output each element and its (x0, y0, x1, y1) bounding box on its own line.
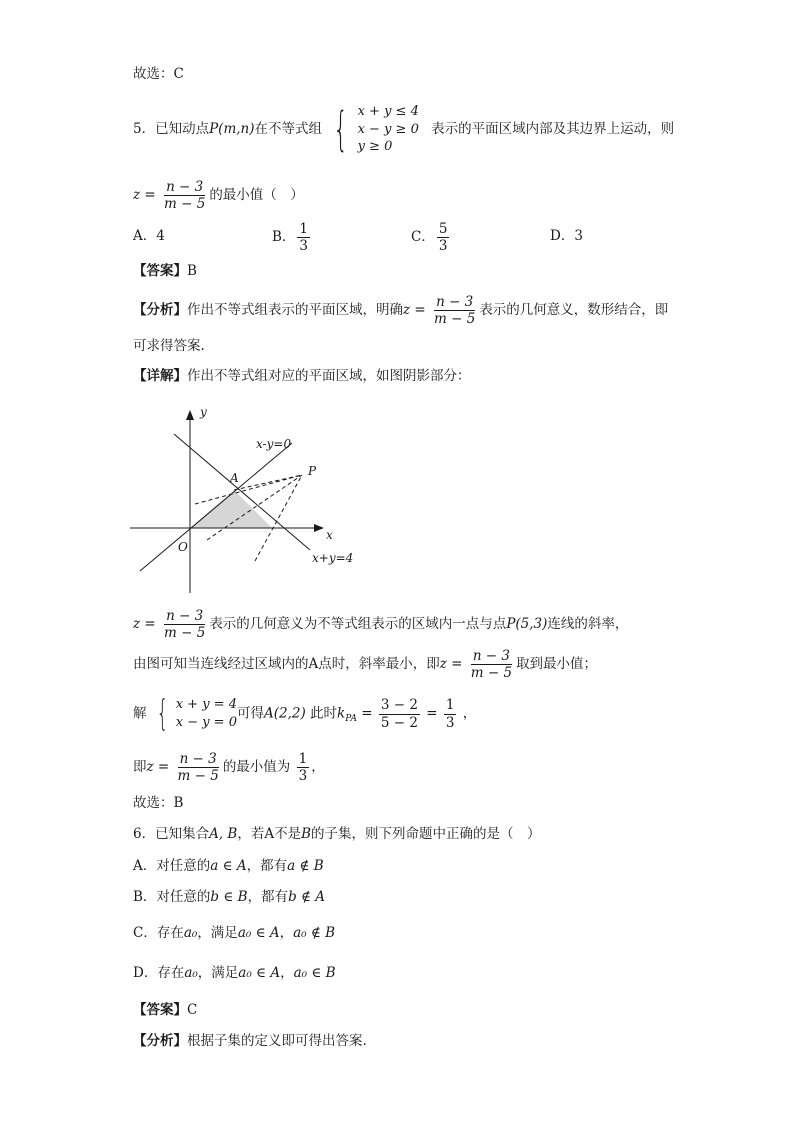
numerator: n − 3 (179, 751, 217, 767)
detail-5 (133, 370, 471, 384)
math-expr: a₀ ∉ B (293, 925, 336, 941)
option-text: ，满足 (197, 925, 238, 941)
denominator: m − 5 (434, 311, 476, 328)
q6-option-d (133, 967, 336, 981)
origin-label: O (178, 540, 188, 554)
numerator: 1 (298, 751, 308, 767)
option-text: ， (279, 925, 294, 941)
option-value: 3 (574, 228, 583, 244)
analysis-text: 表示的几何意义，数形结合，即 (479, 302, 669, 319)
brace-symbol: { (333, 102, 349, 157)
solution-text: 由图可知当连线经过区域内的A点时，斜率最小，即 (133, 656, 440, 673)
analysis-tag: 【分析】 (133, 302, 187, 319)
solution-text: 可得 (236, 705, 264, 722)
option-value: 4 (156, 228, 165, 244)
equation-row: x − y = 0 (175, 715, 237, 730)
solution-text: 表示的几何意义为不等式组表示的区域内一点与点 (209, 616, 507, 633)
equals-sign: = (361, 705, 373, 722)
stem-text: 的最小值（ ） (209, 187, 304, 204)
math-expr: a₀ ∈ B (293, 965, 336, 981)
q6-option-b (133, 891, 325, 905)
x-axis-arrow (314, 524, 324, 532)
question-5-expression (133, 180, 304, 211)
fraction (444, 698, 457, 729)
stem-text: ，若A不是 (237, 826, 302, 842)
z-symbol: z = (133, 187, 156, 204)
inequality-row: x − y ≥ 0 (357, 121, 419, 137)
solution-text: ， (462, 705, 477, 722)
answer-5 (133, 265, 197, 279)
z-symbol: z = (133, 616, 156, 633)
shaded-region (190, 490, 272, 528)
numerator: n − 3 (166, 179, 204, 195)
solution-text: 的最小值为 (222, 759, 291, 776)
analysis-5-cont (133, 340, 205, 354)
analysis-5 (133, 295, 668, 326)
fraction (432, 295, 477, 326)
math-expr: a₀ ∈ A (238, 965, 281, 981)
option-text: 存在 (156, 925, 184, 941)
point-label: P(m,n) (209, 120, 255, 137)
stem-text: 表示的平面区域内部及其边界上运动，则 (431, 120, 675, 137)
analysis-6 (133, 1035, 367, 1049)
solution-text: 此时 (310, 705, 338, 722)
answer-tag: 【答案】 (133, 1002, 187, 1018)
answer-value: C (187, 1002, 198, 1018)
option-b (272, 222, 312, 253)
detail-tag: 【详解】 (133, 368, 187, 384)
q6-option-a (133, 860, 324, 874)
option-label: B． (272, 229, 296, 246)
denominator: 3 (438, 238, 448, 255)
math-expr: b ∈ B (210, 889, 248, 905)
denominator: 5 − 2 (380, 714, 418, 731)
option-d (550, 230, 583, 244)
q6-option-c (133, 927, 335, 941)
slope-subscript: PA (345, 714, 357, 725)
x-axis-label: x (326, 528, 333, 542)
line-x-plus-y-label: x+y=4 (312, 551, 354, 565)
point-label: P(5,3) (506, 616, 548, 633)
solution-text: 取到最小值； (516, 656, 598, 673)
y-axis-label: y (200, 405, 207, 419)
option-text: ，都有 (247, 889, 289, 905)
stem-text: 已知集合 (155, 826, 210, 842)
solution-line-1 (133, 609, 628, 640)
z-symbol: z = (146, 759, 170, 776)
numerator: 3 − 2 (380, 697, 418, 714)
question-6-stem (133, 828, 541, 842)
equals-sign: = (426, 705, 438, 722)
inequality-row: x + y ≤ 4 (357, 104, 419, 119)
brace-symbol: { (156, 693, 168, 734)
denominator: 3 (298, 768, 308, 785)
y-axis-arrow (186, 410, 194, 420)
option-text: ， (280, 965, 294, 981)
option-label: D． (133, 965, 158, 981)
dashed-line-pa (234, 475, 302, 490)
z-symbol: z = (439, 656, 463, 673)
math-expr: a₀ ∈ A (237, 925, 280, 941)
denominator: 3 (445, 714, 455, 731)
fraction (437, 222, 450, 253)
answer-6 (133, 1004, 197, 1018)
solution-text: 即 (133, 759, 147, 776)
fraction (469, 649, 514, 680)
numerator: n − 3 (166, 608, 204, 624)
solution-line-2 (133, 649, 597, 680)
z-symbol: z = (403, 302, 426, 319)
answer-value: B (173, 795, 184, 811)
denominator: 3 (299, 238, 309, 255)
inequality-row: y ≥ 0 (357, 139, 393, 155)
line-x-plus-y (174, 434, 310, 550)
option-text: 存在 (157, 965, 185, 981)
stem-text: 在不等式组 (254, 120, 322, 137)
fraction (297, 752, 310, 783)
option-label: A． (133, 858, 157, 874)
answer-prefix: 故选： (133, 66, 174, 82)
sets-label: A, B (209, 826, 238, 842)
option-text: ，满足 (197, 965, 239, 981)
answer-value: C (173, 66, 184, 82)
region-figure (130, 398, 360, 598)
solution-line-4 (133, 752, 325, 783)
slope-symbol: k (337, 705, 346, 722)
solution-text: ， (311, 759, 325, 776)
solution-text: 连线的斜率， (547, 616, 629, 633)
math-expr: b ∉ A (288, 889, 326, 905)
fraction (162, 609, 207, 640)
numerator: 5 (438, 221, 448, 237)
option-text: ，都有 (246, 858, 288, 874)
answer-value: B (187, 263, 197, 279)
question-number: 6． (133, 826, 156, 842)
analysis-tag: 【分析】 (133, 1033, 187, 1049)
option-text: 对任意的 (156, 858, 211, 874)
equation-row: x + y = 4 (175, 697, 237, 713)
option-label: A． (133, 228, 157, 244)
detail-text: 作出不等式组对应的平面区域，如图阴影部分： (187, 368, 471, 384)
point-label: A(2,2) (263, 705, 306, 722)
line-x-minus-y (140, 443, 292, 571)
stem-text: 已知动点 (155, 120, 210, 137)
fraction (162, 180, 207, 211)
math-expr: a₀ (184, 965, 198, 981)
denominator: m − 5 (164, 625, 206, 642)
analysis-text: 作出不等式组表示的平面区域，明确 (187, 302, 403, 319)
fraction (297, 222, 310, 253)
numerator: n − 3 (436, 294, 474, 310)
stem-text: 的子集，则下列命题中正确的是（ ） (311, 826, 541, 842)
numerator: 1 (299, 221, 309, 237)
option-a (133, 230, 165, 244)
numerator: 1 (445, 697, 455, 714)
option-text: 对任意的 (156, 889, 211, 905)
solution-line-3 (133, 693, 477, 734)
option-label: C． (411, 229, 435, 246)
math-expr: a₀ (183, 925, 198, 941)
fraction (379, 698, 420, 729)
option-c (411, 222, 451, 253)
answer-tag: 【答案】 (133, 263, 187, 279)
denominator: m − 5 (177, 768, 219, 785)
option-label: B． (133, 889, 157, 905)
analysis-text: 可求得答案. (133, 338, 205, 354)
equation-system (151, 693, 237, 734)
set-b: B (301, 826, 312, 842)
answer-prefix: 故选： (133, 795, 174, 811)
inequality-system (326, 103, 419, 156)
math-expr: a ∈ A (210, 858, 247, 874)
analysis-text: 根据子集的定义即可得出答案. (187, 1033, 367, 1049)
fraction (176, 752, 221, 783)
question-number: 5． (133, 120, 156, 137)
answer-line-5 (133, 797, 183, 811)
prev-answer-line (133, 68, 184, 82)
point-a-label: A (230, 471, 239, 485)
dashed-line-3 (255, 475, 302, 561)
numerator: n − 3 (472, 648, 510, 664)
question-5-stem (133, 103, 674, 156)
denominator: m − 5 (164, 196, 206, 213)
option-label: D． (550, 228, 575, 244)
line-x-minus-y-label: x-y=0 (256, 437, 292, 451)
solution-text: 解 (133, 705, 147, 722)
option-label: C． (133, 925, 157, 941)
point-p-label: P (308, 464, 317, 478)
denominator: m − 5 (470, 665, 513, 682)
math-expr: a ∉ B (287, 858, 324, 874)
